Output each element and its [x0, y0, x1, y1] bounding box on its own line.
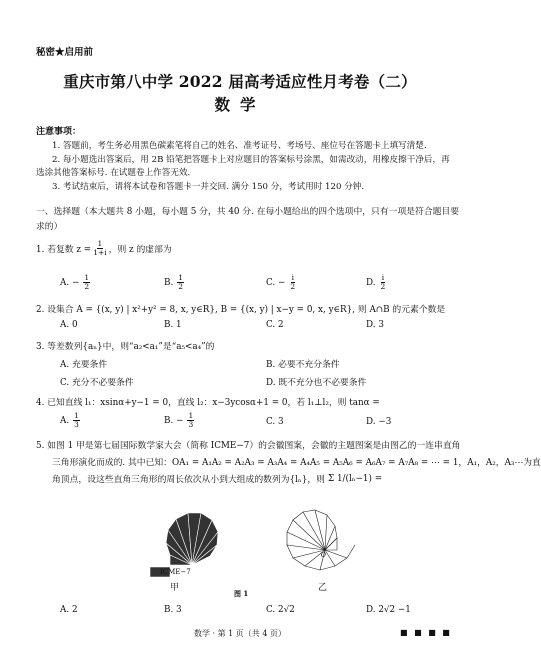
- q5-sum-expression: Σ 1/(lₙ−1) =: [327, 473, 383, 484]
- q4-option-b: [164, 412, 195, 429]
- q1-b-num: 1: [178, 273, 184, 282]
- page-footer: 数学 · 第 1 页（共 4 页）: [194, 629, 286, 638]
- q4-option-c: C. 3: [266, 417, 284, 427]
- q2-option-b: B. 1: [164, 320, 182, 330]
- q4-b-den: 3: [188, 420, 194, 429]
- exam-subject: 数学: [214, 95, 266, 114]
- notice-item-2: 2. 每小题选出答案后，用 2B 铅笔把答题卡上对应题目的答案标号涂黑，如需改动，用橡皮擦干净后，再: [52, 155, 450, 165]
- q2-option-a: A. 0: [60, 320, 78, 330]
- question-5-line1: 5. 如图 1 甲是第七届国际数学家大会（简称 ICME−7）的会徽图案，会徽的主题图案是由图乙的一连串直角: [36, 441, 461, 451]
- q4-option-a: [60, 412, 81, 429]
- q1-a-frac: [83, 274, 90, 291]
- q1-frac-num: 1: [97, 239, 103, 248]
- q5-line3-text: 角顶点，设这些直角三角形的周长依次从小到大组成的数列为{lₙ}，则: [52, 475, 325, 485]
- spiral-lines: [287, 510, 355, 570]
- q1-d-label: D.: [366, 277, 376, 288]
- q2-option-d: D. 3: [366, 320, 384, 330]
- q1-frac-den: 1+i: [93, 248, 107, 257]
- q1-c-num: i: [291, 273, 294, 282]
- q1-d-num: i: [381, 273, 385, 282]
- q1-b-den: 2: [178, 282, 184, 291]
- spiral-caption: 乙: [318, 583, 328, 593]
- question-2-stem: 2. 设集合 A = {(x, y) | x²+y² = 8, x, y∈R}, B = {(x, y) | x−y = 0, x, y∈R}, 则 A∩B 的元素个数是: [36, 305, 446, 315]
- q1-b-label: B.: [164, 277, 174, 288]
- q5-option-b: B. 3: [164, 605, 182, 615]
- notice-item-3: 3. 考试结束后，请将本试卷和答题卡一并交回. 满分 150 分，考试用时 120 分钟.: [52, 182, 365, 192]
- emblem-label: ICME−7: [160, 568, 191, 576]
- q1-c-frac: [289, 274, 296, 291]
- question-5-line2: 三角形演化而成的. 其中已知：OA₁ = A₁A₂ = A₂A₃ = A₃A₄ = A₄A₅ = A₅A₆ = A₆A₇ = A₇A₈ = ⋯ = 1，A₁，A₂，A₃⋯为直: [52, 458, 541, 468]
- q1-c-den: 2: [290, 282, 296, 291]
- q4-b-num: 1: [188, 411, 194, 420]
- question-3-stem: 3. 等差数列{aₙ}中，则“a₂<a₁”是“a₅<a₄”的: [36, 342, 215, 352]
- secret-label: 秘密★启用前: [36, 47, 94, 58]
- q5-option-c: C. 2√2: [266, 605, 295, 615]
- q1-a-num: 1: [84, 273, 90, 282]
- emblem-caption: 甲: [170, 583, 180, 593]
- question-1-stem: [36, 240, 172, 257]
- q3-option-b: B. 必要不充分条件: [266, 360, 340, 370]
- q4-b-label: B. −: [164, 415, 184, 426]
- section-heading-cont: 求的）: [36, 222, 63, 232]
- q1-d-frac: [380, 274, 387, 291]
- notice-heading: 注意事项：: [36, 127, 82, 137]
- notice-item-2-cont: 选涂其他答案标号. 在试题卷上作答无效.: [36, 168, 191, 178]
- q1-a-den: 2: [84, 282, 90, 291]
- footer-marks: ■ ■ ■ ■: [400, 628, 452, 637]
- q4-a-frac: [73, 412, 80, 429]
- q2-option-c: C. 2: [266, 320, 284, 330]
- q3-option-c: C. 充分不必要条件: [60, 378, 134, 388]
- spiral-triangles-figure: [265, 500, 375, 582]
- q1-a-label: A. −: [60, 277, 80, 288]
- section-heading: 一、选择题（本大题共 8 小题，每小题 5 分，共 40 分. 在每小题给出的四个选项中，只有一项是符合题目要: [36, 207, 460, 217]
- q1-option-d: [366, 274, 387, 291]
- q1-stem-a: 1. 若复数 z =: [36, 245, 92, 255]
- q4-a-num: 1: [74, 411, 79, 420]
- q4-option-d: D. −3: [366, 417, 392, 427]
- q4-a-den: 3: [74, 420, 79, 429]
- q5-option-a: A. 2: [60, 605, 78, 615]
- q4-b-frac: [187, 412, 194, 429]
- q1-c-label: C. −: [266, 277, 286, 288]
- q1-d-den: 2: [380, 282, 386, 291]
- point-o-label: O: [321, 552, 326, 559]
- q5-option-d: D. 2√2 −1: [366, 605, 411, 615]
- figure-caption: 图 1: [234, 589, 249, 598]
- q4-a-label: A.: [60, 415, 70, 426]
- q3-option-d: D. 既不充分也不必要条件: [266, 378, 367, 388]
- q1-option-a: [60, 274, 91, 291]
- exam-title: 重庆市第八中学 2022 届高考适应性月考卷（二）: [63, 72, 417, 91]
- q1-stem-b: ，则 z 的虚部为: [108, 245, 172, 255]
- notice-item-1: 1. 答题前，考生务必用黑色碳素笔将自己的姓名、准考证号、考场号、座位号在答题卡上填写清楚.: [52, 141, 427, 151]
- q3-option-a: A. 充要条件: [60, 360, 108, 370]
- q1-option-b: [164, 274, 185, 291]
- question-5-line3: [52, 472, 382, 485]
- q1-fraction: [92, 240, 107, 257]
- question-4-stem: 4. 已知直线 l₁：xsinα+y−1 = 0，直线 l₂：x−3ycosα+1 = 0，若 l₁⊥l₂，则 tanα =: [36, 398, 380, 408]
- q1-option-c: [266, 274, 297, 291]
- q1-b-frac: [177, 274, 184, 291]
